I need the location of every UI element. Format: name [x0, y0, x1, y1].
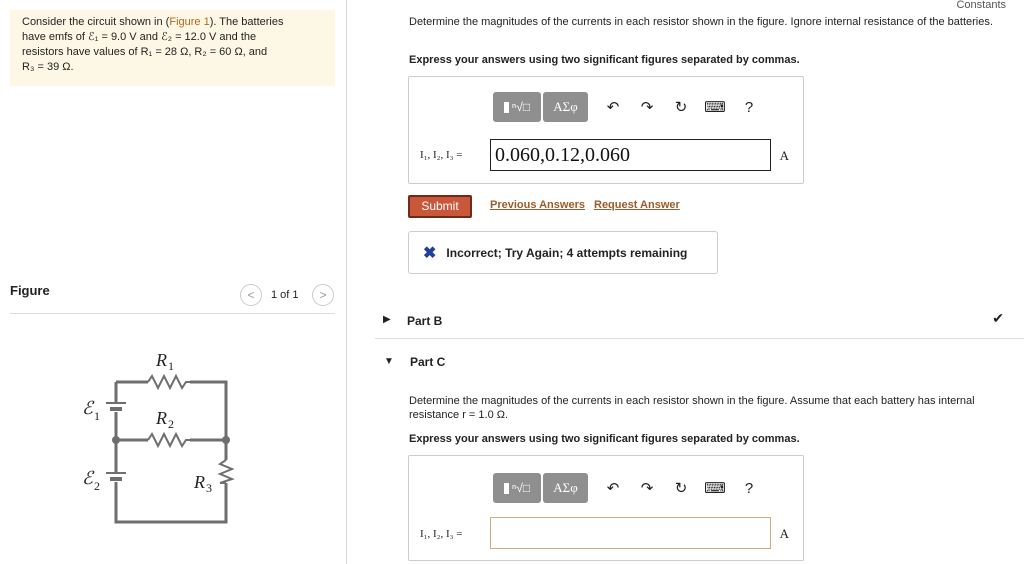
template-block-icon: [504, 102, 509, 113]
reset-icon[interactable]: ↻: [674, 99, 688, 116]
r3-label: R: [194, 472, 205, 492]
undo-icon[interactable]: ↶: [606, 480, 620, 497]
check-icon: ✔: [992, 310, 1004, 326]
templates-button[interactable]: [493, 92, 541, 122]
answer-label: I₁, I₂, I₃ =: [420, 528, 463, 540]
greek-symbols-button[interactable]: ΑΣφ: [543, 473, 588, 503]
part-c-header[interactable]: [375, 348, 1024, 378]
r1-subscript: 1: [168, 359, 174, 373]
intro-text: ). The batteries: [209, 16, 284, 28]
e1-label: ℰ: [82, 398, 93, 418]
r2-subscript: 2: [168, 417, 174, 431]
collapse-triangle-icon: ▼: [384, 356, 394, 367]
sqrt-template-icon: ⁿ√□: [511, 481, 531, 495]
answer-input[interactable]: [490, 517, 771, 549]
feedback-message: [408, 231, 718, 274]
math-toolbar: [493, 472, 766, 504]
answer-input[interactable]: 0.060,0.12,0.060: [490, 139, 771, 171]
divider: [10, 313, 335, 314]
part-a-question: Determine the magnitudes of the currents in each resistor shown in the figure. Ignore internal resistance of the batteries.: [409, 16, 993, 28]
intro-line-3: resistors have values of R₁ = 28 Ω, R₂ = 60 Ω, and: [22, 46, 268, 58]
r2-resistor-icon: [148, 434, 190, 446]
templates-button[interactable]: [493, 473, 541, 503]
r3-subscript: 3: [206, 481, 212, 495]
r3-resistor-icon: [220, 460, 232, 483]
template-block-icon: [504, 483, 509, 494]
circuit-wires: [116, 382, 226, 522]
r1-resistor-icon: [148, 376, 190, 388]
part-b-header[interactable]: [375, 305, 1024, 339]
incorrect-icon: ✖: [423, 244, 437, 262]
greek-symbols-button[interactable]: ΑΣφ: [543, 92, 588, 122]
junction-dot: [112, 436, 120, 444]
part-c-question: Determine the magnitudes of the currents in each resistor shown in the figure. Assume that each battery has internal resistance r = 1.0 Ω.: [409, 395, 975, 421]
problem-intro: [10, 10, 335, 86]
keyboard-icon[interactable]: ⌨: [704, 99, 726, 116]
previous-answers-link[interactable]: Previous Answers: [490, 199, 585, 211]
e2-subscript: 2: [94, 479, 100, 493]
intro-line-2: have emfs of ℰ₁ = 9.0 V and ℰ₂ = 12.0 V and the: [22, 31, 257, 43]
part-c-instruction: Express your answers using two significant figures separated by commas.: [409, 433, 800, 445]
expand-triangle-icon: ▶: [383, 314, 391, 325]
figure-link[interactable]: Figure 1: [169, 16, 210, 28]
junction-dot: [222, 436, 230, 444]
keyboard-icon[interactable]: ⌨: [704, 480, 726, 497]
math-toolbar: [493, 91, 766, 123]
part-a-instruction: Express your answers using two significant figures separated by commas.: [409, 54, 800, 66]
part-c-label: Part C: [410, 355, 446, 369]
figure-counter: 1 of 1: [271, 289, 299, 301]
intro-text: Consider the circuit shown in (: [22, 16, 170, 28]
battery-e1-icon: [106, 402, 128, 412]
help-button[interactable]: ?: [744, 98, 754, 116]
intro-line-4: R₃ = 39 Ω.: [22, 61, 74, 73]
feedback-text: Incorrect; Try Again; 4 attempts remaining: [446, 245, 688, 260]
part-b-label: Part B: [407, 314, 443, 328]
reset-icon[interactable]: ↻: [674, 480, 688, 497]
answer-unit: A: [779, 148, 789, 163]
answer-unit: A: [779, 526, 789, 541]
e2-label: ℰ: [82, 468, 93, 488]
submit-button[interactable]: Submit: [408, 195, 472, 218]
part-a-answer-box: [408, 76, 804, 184]
constants-link[interactable]: Constants: [956, 0, 1006, 11]
r2-label: R: [156, 408, 167, 428]
figure-title: Figure: [10, 283, 50, 298]
answer-label: I₁, I₂, I₃ =: [420, 149, 463, 161]
left-panel: [0, 0, 347, 564]
part-c-answer-box: [408, 455, 804, 561]
e1-subscript: 1: [94, 409, 100, 423]
redo-icon[interactable]: ↷: [640, 99, 654, 116]
battery-e2-icon: [106, 472, 128, 482]
help-button[interactable]: ?: [744, 479, 754, 497]
sqrt-template-icon: ⁿ√□: [511, 100, 531, 114]
r1-label: R: [156, 350, 167, 370]
next-figure-button[interactable]: >: [312, 284, 334, 306]
circuit-diagram: [70, 340, 270, 530]
intro-line-1: [22, 15, 323, 30]
previous-figure-button[interactable]: <: [240, 284, 262, 306]
undo-icon[interactable]: ↶: [606, 99, 620, 116]
redo-icon[interactable]: ↷: [640, 480, 654, 497]
request-answer-link[interactable]: Request Answer: [594, 199, 680, 211]
